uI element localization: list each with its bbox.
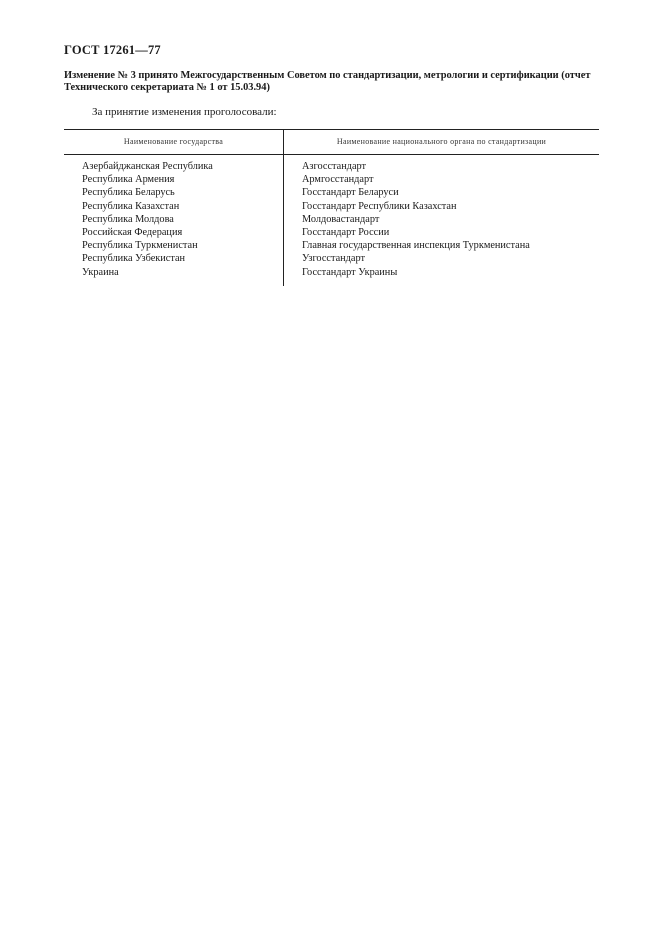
table-row (64, 226, 599, 239)
table-top-rule (64, 129, 599, 130)
standards-body-name: Госстандарт Украины (302, 266, 398, 278)
header-standards-body: Наименование национального органа по стандартизации (336, 137, 547, 146)
standards-body-name: Главная государственная инспекция Туркменистана (302, 240, 530, 252)
table-row (64, 266, 599, 279)
table-row (64, 213, 599, 226)
state-name: Республика Казахстан (82, 200, 180, 212)
state-name: Республика Беларусь (82, 187, 175, 199)
state-name: Республика Туркменистан (82, 240, 198, 252)
table-body (64, 160, 599, 279)
standards-body-name: Узгосстандарт (302, 253, 365, 265)
header-state: Наименование государства (123, 137, 224, 146)
amendment-note: Изменение № 3 принято Межгосударственным Советом по стандартизации, метрологии и сертификации (отчет Технического секретариата № 1 от 15.03.94) (64, 70, 591, 93)
state-name: Республика Армения (82, 174, 175, 186)
state-name: Республика Узбекистан (82, 253, 186, 265)
table-row (64, 239, 599, 252)
voting-table (64, 129, 599, 286)
table-row (64, 160, 599, 173)
table-row (64, 252, 599, 265)
standards-body-name: Молдовастандарт (302, 213, 380, 225)
table-row (64, 200, 599, 213)
state-name: Украина (82, 266, 119, 278)
state-name: Российская Федерация (82, 226, 183, 238)
table-row (64, 173, 599, 186)
standards-body-name: Азгосстандарт (302, 161, 367, 172)
document-code: ГОСТ 17261—77 (64, 43, 161, 57)
table-header-rule (64, 154, 599, 155)
vote-intro: За принятие изменения проголосовали: (92, 106, 277, 118)
state-name: Азербайджанская Республика (82, 161, 213, 172)
table-row (64, 186, 599, 199)
standards-body-name: Госстандарт Беларуси (302, 187, 399, 199)
standards-body-name: Госстандарт Республики Казахстан (302, 200, 457, 212)
standards-body-name: Армгосстандарт (302, 174, 374, 186)
standards-body-name: Госстандарт России (302, 226, 390, 238)
state-name: Республика Молдова (82, 213, 174, 225)
